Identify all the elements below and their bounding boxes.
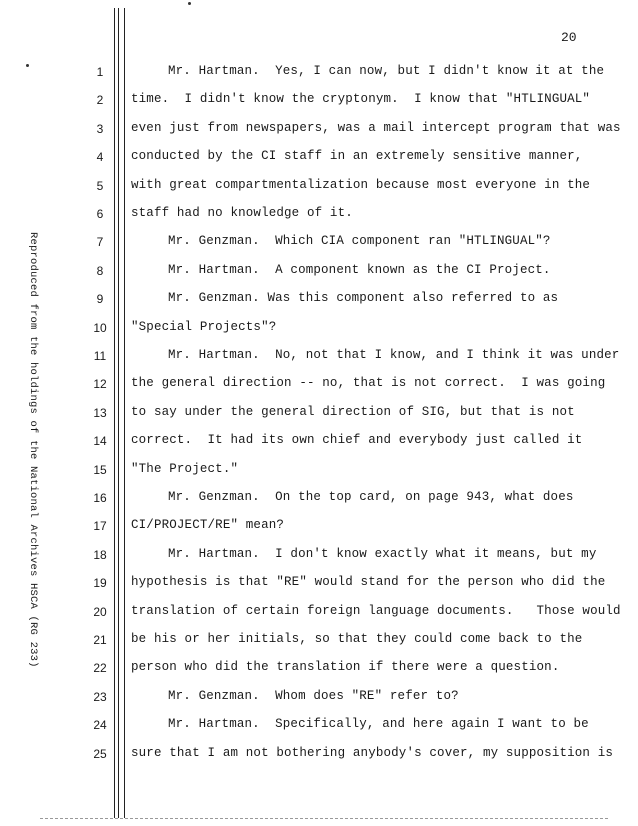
transcript-line [0, 90, 638, 110]
line-number: 21 [93, 633, 107, 647]
transcript-line [0, 147, 638, 167]
line-text: staff had no knowledge of it. [131, 206, 353, 220]
transcript-line [0, 176, 638, 196]
scan-speck [26, 64, 29, 67]
line-number: 25 [93, 746, 107, 761]
transcript-line [0, 119, 638, 139]
line-number: 6 [96, 207, 104, 221]
line-number: 2 [96, 93, 104, 108]
line-number: 3 [96, 121, 104, 136]
line-number: 15 [93, 462, 107, 477]
line-number: 14 [93, 434, 107, 449]
transcript-line [0, 715, 638, 735]
line-text: sure that I am not bothering anybody's cover, my supposition is [131, 745, 614, 760]
line-text: person who did the translation if there were a question. [131, 660, 560, 675]
line-number: 7 [96, 235, 104, 250]
line-text: even just from newspapers, was a mail intercept program that was [131, 120, 621, 135]
line-text: correct. It had its own chief and everybody just called it [131, 433, 583, 448]
line-text: Mr. Hartman. I don't know exactly what it means, but my [168, 546, 597, 561]
line-text: translation of certain foreign language documents. Those would [131, 603, 621, 618]
transcript-line [0, 403, 638, 423]
line-text: hypothesis is that "RE" would stand for the person who did the [131, 575, 606, 590]
transcript-line [0, 232, 638, 252]
line-number: 8 [96, 263, 104, 278]
line-number: 17 [93, 519, 107, 534]
line-text: "The Project." [131, 461, 239, 476]
line-number: 13 [93, 405, 107, 420]
line-text: Mr. Hartman. Yes, I can now, but I didn't know it at the [168, 64, 605, 78]
line-text: conducted by the CI staff in an extremely sensitive manner, [131, 149, 583, 164]
line-text: Mr. Genzman. Was this component also referred to as [168, 291, 559, 306]
transcript-line [0, 460, 638, 480]
bottom-edge-line [40, 818, 608, 819]
line-text: Mr. Genzman. Which CIA component ran "HTLINGUAL"? [168, 234, 551, 249]
transcript-line [0, 346, 638, 366]
transcript-line [0, 431, 638, 451]
line-number: 1 [96, 65, 104, 79]
line-number: 4 [96, 150, 104, 165]
line-number: 16 [93, 491, 107, 505]
line-number: 9 [96, 292, 104, 307]
line-text: Mr. Hartman. A component known as the CI Project. [168, 262, 551, 277]
transcript-line [0, 630, 638, 650]
line-text: Mr. Genzman. Whom does "RE" refer to? [168, 688, 459, 703]
transcript-line [0, 516, 638, 536]
transcript-line [0, 261, 638, 281]
transcript-line [0, 204, 638, 224]
transcript-line [0, 658, 638, 678]
line-text: to say under the general direction of SIG, but that is not [131, 404, 575, 419]
line-number: 23 [93, 689, 107, 704]
line-text: Mr. Hartman. Specifically, and here again I want to be [168, 717, 589, 732]
transcript-line [0, 318, 638, 338]
line-text: with great compartmentalization because most everyone in the [131, 177, 591, 192]
line-text: "Special Projects"? [131, 319, 277, 334]
transcript-line [0, 488, 638, 508]
line-number: 11 [93, 349, 107, 363]
line-text: time. I didn't know the cryptonym. I know that "HTLINGUAL" [131, 92, 591, 107]
line-text: Mr. Hartman. No, not that I know, and I think it was under [168, 348, 620, 362]
line-number: 5 [96, 178, 104, 193]
line-text: be his or her initials, so that they could come back to the [131, 632, 583, 646]
line-number: 24 [93, 718, 107, 733]
line-number: 18 [93, 547, 107, 562]
line-number: 22 [93, 661, 107, 676]
transcript-line [0, 374, 638, 394]
transcript-line [0, 573, 638, 593]
line-text: Mr. Genzman. On the top card, on page 943, what does [168, 490, 574, 504]
scan-speck [188, 2, 191, 5]
line-number: 10 [93, 320, 107, 335]
transcript-line [0, 545, 638, 565]
line-text: CI/PROJECT/RE" mean? [131, 518, 285, 533]
transcript-line [0, 62, 638, 82]
line-number: 19 [93, 576, 107, 591]
transcript-line [0, 289, 638, 309]
transcript-line [0, 687, 638, 707]
page-number: 20 [561, 30, 577, 45]
line-text: the general direction -- no, that is not correct. I was going [131, 376, 606, 391]
line-number: 12 [93, 377, 107, 392]
transcript-line [0, 744, 638, 764]
line-number: 20 [93, 604, 107, 619]
archive-side-note: Reproduced from the holdings of the National Archives HSCA (RG 233) [27, 232, 39, 668]
transcript-line [0, 602, 638, 622]
